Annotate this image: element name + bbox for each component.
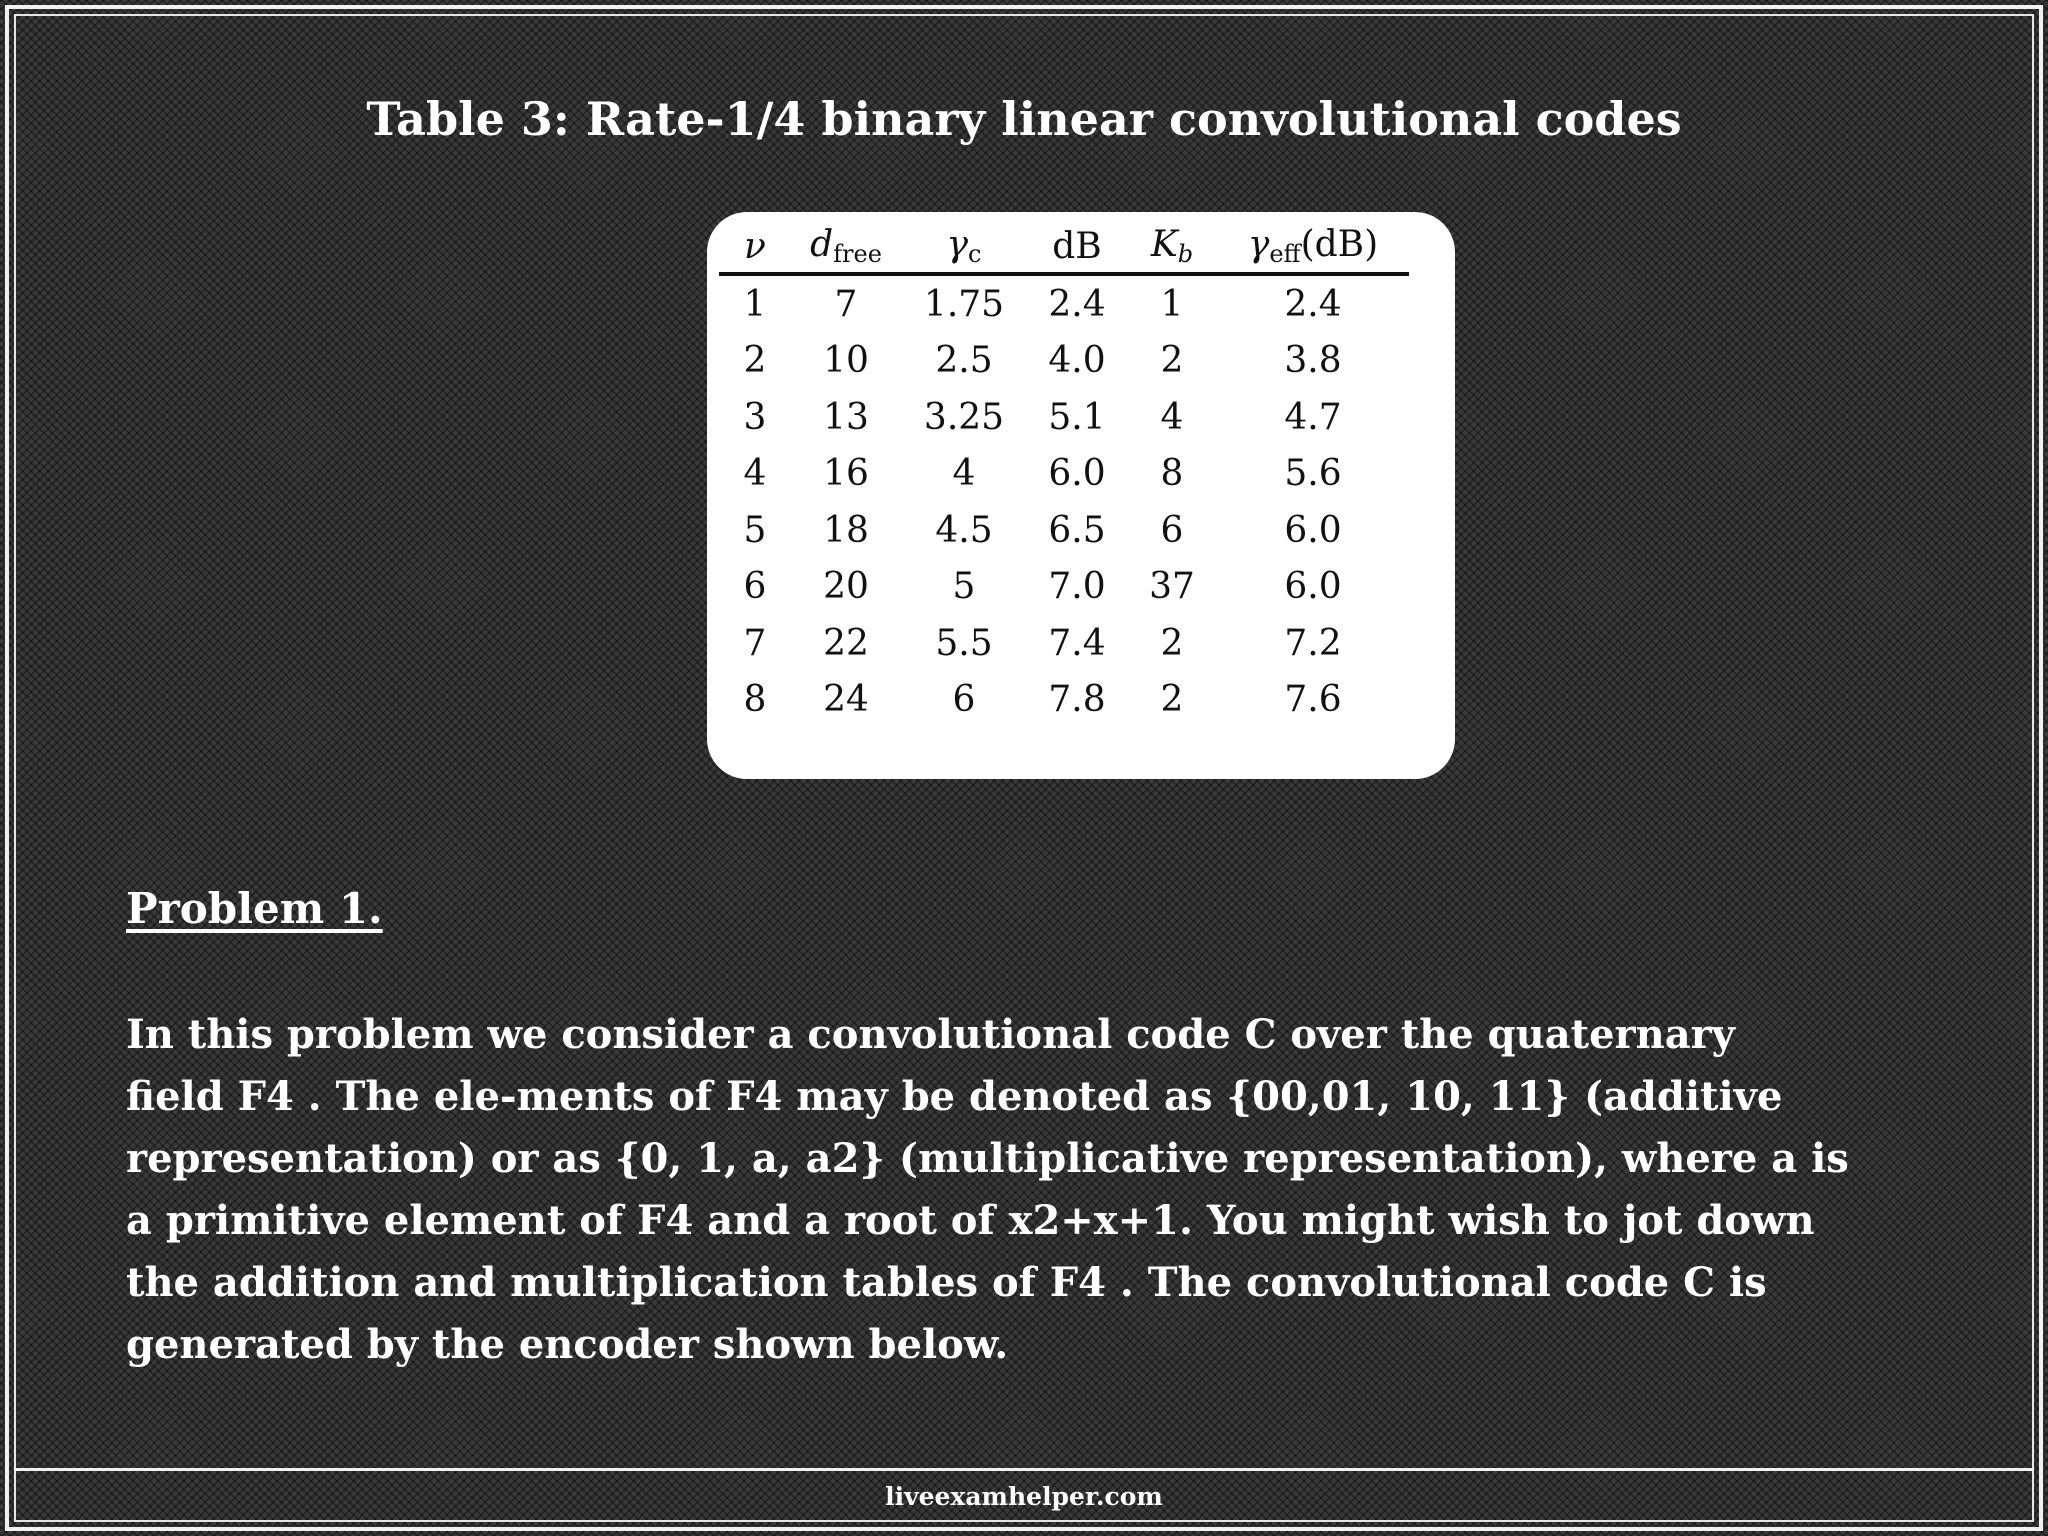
cell-nu: 7 — [743, 622, 767, 664]
cell-db: 7.8 — [1048, 679, 1106, 721]
cell-dfree: 10 — [823, 340, 869, 382]
header-nu: ν — [719, 220, 791, 274]
cell-gamma-eff: 6.0 — [1284, 566, 1342, 608]
cell-db: 6.5 — [1048, 509, 1106, 551]
cell-gamma-c: 4.5 — [935, 509, 993, 551]
footer-divider — [14, 1468, 2034, 1471]
cell-dfree: 13 — [823, 396, 869, 438]
cell-gamma-c: 2.5 — [935, 340, 993, 382]
problem-text — [126, 1004, 1966, 1376]
cell-dfree: 16 — [823, 453, 869, 495]
cell-kb: 2 — [1160, 622, 1184, 664]
cell-db: 5.1 — [1048, 396, 1106, 438]
table-header-row — [719, 220, 1409, 274]
cell-gamma-c: 6 — [952, 679, 976, 721]
header-kb — [1127, 220, 1217, 274]
cell-db: 4.0 — [1048, 340, 1106, 382]
table-row — [719, 615, 1409, 672]
cell-gamma-eff: 4.7 — [1284, 396, 1342, 438]
convolutional-codes-table — [719, 220, 1409, 728]
problem-line: the addition and multiplication tables of F4 . The convolutional code C is — [126, 1259, 1767, 1306]
header-gamma-c-sub: c — [968, 240, 982, 268]
problem-line: a primitive element of F4 and a root of x2+x+1. You might wish to jot down — [126, 1197, 1815, 1244]
cell-gamma-eff: 5.6 — [1284, 453, 1342, 495]
header-kb-main: K — [1150, 224, 1178, 265]
cell-gamma-eff: 7.6 — [1284, 679, 1342, 721]
cell-gamma-eff: 3.8 — [1284, 340, 1342, 382]
table-card — [707, 212, 1455, 779]
cell-gamma-c: 1.75 — [923, 283, 1005, 325]
header-gamma-eff — [1217, 220, 1409, 274]
table-title: Table 3: Rate-1/4 binary linear convolutional codes — [366, 92, 1682, 146]
table-row — [719, 559, 1409, 616]
header-db: dB — [1027, 220, 1127, 274]
header-kb-sub: b — [1177, 240, 1194, 268]
cell-kb: 8 — [1160, 453, 1184, 495]
header-dfree — [791, 220, 901, 274]
cell-kb: 2 — [1160, 340, 1184, 382]
cell-dfree: 20 — [823, 566, 869, 608]
cell-db: 7.4 — [1048, 622, 1106, 664]
table-row — [719, 672, 1409, 729]
table-row — [719, 446, 1409, 503]
cell-gamma-c: 5 — [952, 566, 976, 608]
cell-db: 7.0 — [1048, 566, 1106, 608]
cell-gamma-eff: 7.2 — [1284, 622, 1342, 664]
cell-dfree: 7 — [834, 283, 858, 325]
cell-dfree: 24 — [823, 679, 869, 721]
cell-nu: 8 — [743, 679, 767, 721]
cell-kb: 1 — [1160, 283, 1184, 325]
cell-gamma-eff: 6.0 — [1284, 509, 1342, 551]
cell-nu: 1 — [743, 283, 767, 325]
header-dfree-sub: free — [833, 240, 882, 268]
cell-gamma-eff: 2.4 — [1284, 283, 1342, 325]
problem-heading: Problem 1. — [126, 884, 383, 933]
cell-gamma-c: 3.25 — [923, 396, 1005, 438]
cell-db: 2.4 — [1048, 283, 1106, 325]
cell-kb: 6 — [1160, 509, 1184, 551]
cell-kb: 2 — [1160, 679, 1184, 721]
problem-line: representation) or as {0, 1, a, a2} (multiplicative representation), where a is — [126, 1135, 1849, 1182]
cell-nu: 2 — [743, 340, 767, 382]
cell-kb: 37 — [1149, 566, 1195, 608]
cell-kb: 4 — [1160, 396, 1184, 438]
cell-nu: 3 — [743, 396, 767, 438]
header-gamma-eff-suffix: (dB) — [1300, 224, 1379, 265]
cell-nu: 6 — [743, 566, 767, 608]
footer-website: liveexamhelper.com — [885, 1482, 1163, 1511]
cell-nu: 4 — [743, 453, 767, 495]
cell-gamma-c: 5.5 — [935, 622, 993, 664]
header-dfree-main: d — [810, 224, 834, 265]
cell-gamma-c: 4 — [952, 453, 976, 495]
header-gamma-eff-sub: eff — [1269, 240, 1301, 268]
header-gamma-eff-main: γ — [1247, 224, 1270, 265]
table-row — [719, 274, 1409, 333]
table-row — [719, 333, 1409, 390]
cell-nu: 5 — [743, 509, 767, 551]
problem-line: In this problem we consider a convolutional code C over the quaternary — [126, 1011, 1735, 1058]
table-row — [719, 502, 1409, 559]
header-gamma-c-main: γ — [946, 224, 969, 265]
table-row — [719, 389, 1409, 446]
cell-dfree: 18 — [823, 509, 869, 551]
header-gamma-c — [901, 220, 1027, 274]
problem-line: field F4 . The ele-ments of F4 may be denoted as {00,01, 10, 11} (additive — [126, 1073, 1783, 1120]
cell-dfree: 22 — [823, 622, 869, 664]
cell-db: 6.0 — [1048, 453, 1106, 495]
problem-line: generated by the encoder shown below. — [126, 1321, 1009, 1368]
